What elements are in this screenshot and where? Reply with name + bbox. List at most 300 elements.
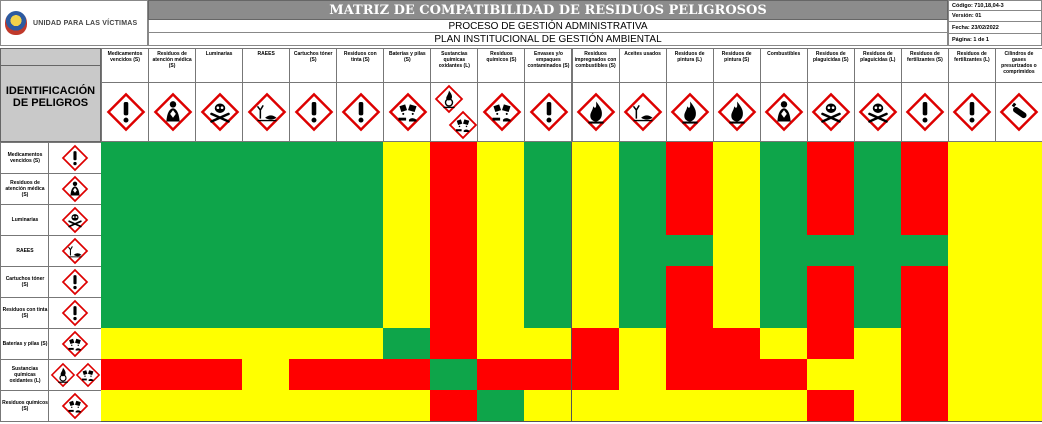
column-pictogram-box bbox=[949, 82, 995, 141]
row-header bbox=[0, 173, 102, 205]
column-header bbox=[995, 48, 1042, 142]
compatibility-cell bbox=[666, 297, 714, 329]
row-label: Medicamentos vencidos (S) bbox=[7, 152, 43, 164]
compatibility-cell bbox=[477, 235, 525, 267]
row-header bbox=[0, 328, 102, 360]
compatibility-cell bbox=[289, 235, 337, 267]
row-label: Residuos con tinta (S) bbox=[2, 307, 48, 319]
compatibility-cell bbox=[289, 266, 337, 298]
compatibility-cell bbox=[713, 142, 761, 174]
column-pictogram-box bbox=[620, 82, 666, 141]
compatibility-cell bbox=[572, 142, 620, 174]
column-pictogram-box bbox=[573, 82, 619, 141]
compatibility-cell bbox=[336, 297, 384, 329]
compatibility-cell bbox=[430, 204, 478, 236]
compatibility-cell bbox=[948, 359, 996, 391]
compatibility-cell bbox=[572, 297, 620, 329]
exclamation-icon bbox=[62, 269, 88, 295]
compatibility-cell bbox=[524, 266, 572, 298]
column-header bbox=[854, 48, 902, 142]
column-pictogram-box bbox=[337, 82, 383, 141]
row-pictogram-box bbox=[48, 205, 101, 235]
compatibility-cell bbox=[195, 235, 243, 267]
gas-cylinder-icon bbox=[1000, 93, 1038, 131]
compatibility-cell bbox=[854, 266, 902, 298]
compatibility-cell bbox=[572, 328, 620, 360]
column-pictogram-box bbox=[525, 82, 571, 141]
compatibility-cell bbox=[101, 204, 149, 236]
compatibility-cell bbox=[148, 297, 196, 329]
compatibility-cell bbox=[383, 359, 431, 391]
column-pictogram-box bbox=[902, 82, 948, 141]
compatibility-cell bbox=[524, 173, 572, 205]
compatibility-cell bbox=[619, 142, 667, 174]
row-pictogram-box bbox=[48, 174, 101, 204]
compatibility-cell bbox=[854, 297, 902, 329]
corrosive-icon bbox=[483, 93, 521, 131]
row-header bbox=[0, 266, 102, 298]
compatibility-cell bbox=[101, 390, 149, 422]
row-label: Cartuchos tóner (S) bbox=[5, 276, 45, 288]
oxidizer-icon bbox=[51, 363, 75, 387]
row-label: Luminarias bbox=[11, 217, 39, 223]
compatibility-cell bbox=[430, 142, 478, 174]
compatibility-cell bbox=[807, 173, 855, 205]
compatibility-cell bbox=[336, 235, 384, 267]
compatibility-cell bbox=[289, 173, 337, 205]
column-pictogram-box bbox=[478, 82, 524, 141]
hazard-identification-header bbox=[0, 48, 101, 142]
column-pictogram-box bbox=[290, 82, 336, 141]
compatibility-cell bbox=[995, 266, 1042, 298]
column-label: Sustancias químicas oxidantes (L) bbox=[438, 51, 470, 69]
compatibility-cell bbox=[148, 266, 196, 298]
compatibility-cell bbox=[854, 173, 902, 205]
compatibility-cell bbox=[148, 359, 196, 391]
compatibility-cell bbox=[242, 266, 290, 298]
column-pictogram-box bbox=[431, 82, 477, 141]
compatibility-cell bbox=[289, 142, 337, 174]
compatibility-cell bbox=[195, 328, 243, 360]
compatibility-cell bbox=[430, 266, 478, 298]
compatibility-cell bbox=[336, 359, 384, 391]
row-label: Baterías y pilas (S) bbox=[2, 341, 48, 347]
compatibility-cell bbox=[524, 142, 572, 174]
corrosive-icon bbox=[76, 363, 100, 387]
column-header bbox=[430, 48, 478, 142]
row-header bbox=[0, 359, 102, 391]
column-label: Envases y/o empaques contaminados (S) bbox=[527, 51, 570, 69]
compatibility-cell bbox=[430, 235, 478, 267]
column-header bbox=[101, 48, 149, 142]
exclamation-icon bbox=[107, 93, 145, 131]
row-pictogram-box bbox=[48, 329, 101, 359]
compatibility-cell bbox=[666, 328, 714, 360]
column-header bbox=[336, 48, 384, 142]
column-header bbox=[807, 48, 855, 142]
column-header bbox=[572, 48, 620, 142]
compatibility-cell bbox=[336, 204, 384, 236]
compatibility-cell bbox=[336, 173, 384, 205]
compatibility-cell bbox=[336, 328, 384, 360]
compatibility-cell bbox=[101, 266, 149, 298]
column-label: Residuos de plaguicidas (L) bbox=[860, 51, 896, 63]
compatibility-cell bbox=[101, 297, 149, 329]
compatibility-cell bbox=[995, 235, 1042, 267]
compatibility-cell bbox=[713, 328, 761, 360]
column-label: Residuos de fertilizantes (S) bbox=[906, 51, 943, 63]
compatibility-cell bbox=[901, 266, 949, 298]
compatibility-cell bbox=[242, 142, 290, 174]
corrosive-icon bbox=[62, 393, 88, 419]
column-label: Combustibles bbox=[767, 51, 801, 57]
column-pictogram-box bbox=[855, 82, 901, 141]
health-hazard-icon bbox=[62, 176, 88, 202]
compatibility-cell bbox=[430, 173, 478, 205]
compatibility-cell bbox=[148, 235, 196, 267]
environment-icon bbox=[624, 93, 662, 131]
compatibility-cell bbox=[760, 173, 808, 205]
compatibility-cell bbox=[336, 390, 384, 422]
column-header bbox=[195, 48, 243, 142]
compatibility-cell bbox=[948, 173, 996, 205]
compatibility-cell bbox=[713, 235, 761, 267]
compatibility-cell bbox=[619, 328, 667, 360]
column-label: Cartuchos tóner (S) bbox=[293, 51, 333, 63]
compatibility-cell bbox=[854, 359, 902, 391]
column-label: Residuos de atención médica (S) bbox=[152, 51, 192, 69]
compatibility-cell bbox=[101, 142, 149, 174]
environment-icon bbox=[62, 238, 88, 264]
compatibility-cell bbox=[854, 328, 902, 360]
compatibility-cell bbox=[195, 173, 243, 205]
compatibility-cell bbox=[148, 173, 196, 205]
compatibility-cell bbox=[195, 266, 243, 298]
compatibility-cell bbox=[760, 359, 808, 391]
compatibility-cell bbox=[430, 359, 478, 391]
row-header bbox=[0, 204, 102, 236]
compatibility-cell bbox=[148, 204, 196, 236]
compatibility-cell bbox=[666, 235, 714, 267]
compatibility-cell bbox=[289, 204, 337, 236]
compatibility-cell bbox=[148, 142, 196, 174]
compatibility-cell bbox=[760, 235, 808, 267]
compatibility-cell bbox=[289, 328, 337, 360]
compatibility-cell bbox=[101, 173, 149, 205]
compatibility-cell bbox=[901, 359, 949, 391]
compatibility-cell bbox=[760, 328, 808, 360]
compatibility-cell bbox=[242, 173, 290, 205]
compatibility-cell bbox=[572, 173, 620, 205]
column-pictogram-box bbox=[996, 82, 1042, 141]
compatibility-cell bbox=[524, 235, 572, 267]
compatibility-cell bbox=[195, 142, 243, 174]
process-name: PROCESO DE GESTIÓN ADMINISTRATIVA bbox=[148, 20, 948, 33]
compatibility-cell bbox=[948, 328, 996, 360]
compatibility-cell bbox=[713, 359, 761, 391]
compatibility-cell bbox=[995, 142, 1042, 174]
column-label: Residuos de fertilizantes (L) bbox=[954, 51, 990, 63]
row-pictogram-box bbox=[48, 267, 101, 297]
column-header bbox=[148, 48, 196, 142]
compatibility-cell bbox=[760, 142, 808, 174]
compatibility-cell bbox=[760, 266, 808, 298]
compatibility-cell bbox=[383, 142, 431, 174]
compatibility-cell bbox=[477, 328, 525, 360]
column-label: Baterías y pilas (S) bbox=[388, 51, 426, 63]
compatibility-cell bbox=[619, 235, 667, 267]
compatibility-cell bbox=[901, 204, 949, 236]
column-header bbox=[619, 48, 667, 142]
doc-version: Versión: 01 bbox=[948, 11, 1042, 22]
column-label: Residuos de pintura (L) bbox=[674, 51, 705, 63]
doc-code: Código: 710,18,04-3 bbox=[948, 0, 1042, 11]
compatibility-cell bbox=[289, 390, 337, 422]
compatibility-cell bbox=[948, 297, 996, 329]
compatibility-cell bbox=[666, 142, 714, 174]
compatibility-cell bbox=[995, 328, 1042, 360]
compatibility-cell bbox=[666, 204, 714, 236]
column-header bbox=[666, 48, 714, 142]
compatibility-cell bbox=[666, 359, 714, 391]
compatibility-cell bbox=[289, 297, 337, 329]
column-pictogram-box bbox=[243, 82, 289, 141]
compatibility-cell bbox=[666, 266, 714, 298]
compatibility-cell bbox=[901, 390, 949, 422]
column-header bbox=[524, 48, 572, 142]
compatibility-cell bbox=[948, 204, 996, 236]
compatibility-cell bbox=[713, 266, 761, 298]
compatibility-cell bbox=[572, 204, 620, 236]
row-header bbox=[0, 235, 102, 267]
column-pictogram-box bbox=[384, 82, 430, 141]
row-label: Sustancias químicas oxidantes (L) bbox=[9, 366, 41, 384]
compatibility-cell bbox=[995, 297, 1042, 329]
exclamation-icon bbox=[62, 145, 88, 171]
column-label: Residuos de pintura (S) bbox=[721, 51, 752, 63]
logo-block bbox=[0, 0, 148, 46]
doc-page: Página: 1 de 1 bbox=[948, 34, 1042, 46]
compatibility-cell bbox=[242, 359, 290, 391]
skull-icon bbox=[201, 93, 239, 131]
compatibility-cell bbox=[336, 266, 384, 298]
compatibility-cell bbox=[901, 297, 949, 329]
compatibility-cell bbox=[807, 204, 855, 236]
compatibility-cell bbox=[713, 204, 761, 236]
column-label: Residuos de plaguicidas (S) bbox=[812, 51, 849, 63]
compatibility-cell bbox=[995, 173, 1042, 205]
compatibility-cell bbox=[666, 173, 714, 205]
compatibility-cell bbox=[572, 266, 620, 298]
row-label: Residuos químicos (S) bbox=[2, 400, 48, 412]
exclamation-icon bbox=[953, 93, 991, 131]
compatibility-cell bbox=[195, 390, 243, 422]
flammable-icon bbox=[718, 93, 756, 131]
compatibility-cell bbox=[948, 142, 996, 174]
compatibility-cell bbox=[383, 266, 431, 298]
row-pictogram-box bbox=[48, 236, 101, 266]
compatibility-cell bbox=[619, 297, 667, 329]
compatibility-cell bbox=[995, 204, 1042, 236]
column-label: Residuos químicos (S) bbox=[486, 51, 517, 63]
compatibility-cell bbox=[619, 173, 667, 205]
compatibility-cell bbox=[713, 390, 761, 422]
row-header bbox=[0, 390, 102, 422]
corrosive-icon bbox=[62, 331, 88, 357]
environment-icon bbox=[248, 93, 286, 131]
compatibility-cell bbox=[995, 359, 1042, 391]
flammable-icon bbox=[671, 93, 709, 131]
compatibility-cell bbox=[242, 204, 290, 236]
document-title: MATRIZ DE COMPATIBILIDAD DE RESIDUOS PELIGROSOS bbox=[148, 0, 948, 20]
compatibility-cell bbox=[619, 390, 667, 422]
compatibility-cell bbox=[383, 235, 431, 267]
compatibility-cell bbox=[619, 204, 667, 236]
column-label: Cilindros de gases presurizados o comprimidos bbox=[1001, 51, 1037, 75]
compatibility-cell bbox=[807, 328, 855, 360]
compatibility-cell bbox=[148, 390, 196, 422]
exclamation-icon bbox=[295, 93, 333, 131]
column-header bbox=[242, 48, 290, 142]
compatibility-cell bbox=[666, 390, 714, 422]
compatibility-cell bbox=[760, 204, 808, 236]
compatibility-cell bbox=[572, 359, 620, 391]
compatibility-cell bbox=[148, 328, 196, 360]
compatibility-cell bbox=[383, 204, 431, 236]
column-label: Residuos impregnados con combustibles (S) bbox=[574, 51, 617, 69]
row-pictogram-box bbox=[48, 360, 101, 390]
compatibility-cell bbox=[948, 235, 996, 267]
compatibility-cell bbox=[760, 297, 808, 329]
compatibility-cell bbox=[619, 266, 667, 298]
skull-icon bbox=[812, 93, 850, 131]
column-header bbox=[901, 48, 949, 142]
compatibility-cell bbox=[477, 359, 525, 391]
compatibility-cell bbox=[713, 297, 761, 329]
row-pictogram-box bbox=[48, 143, 101, 173]
compatibility-cell bbox=[195, 359, 243, 391]
health-hazard-icon bbox=[765, 93, 803, 131]
exclamation-icon bbox=[530, 93, 568, 131]
compatibility-cell bbox=[524, 204, 572, 236]
column-label: Residuos con tinta (S) bbox=[343, 51, 377, 63]
compatibility-cell bbox=[195, 204, 243, 236]
compatibility-cell bbox=[477, 204, 525, 236]
compatibility-cell bbox=[854, 390, 902, 422]
row-header bbox=[0, 297, 102, 329]
compatibility-cell bbox=[336, 142, 384, 174]
colombia-seal-icon bbox=[5, 11, 27, 35]
compatibility-cell bbox=[807, 266, 855, 298]
logo-text: UNIDAD PARA LAS VÍCTIMAS bbox=[33, 19, 138, 27]
column-pictogram-box bbox=[714, 82, 760, 141]
corrosive-icon bbox=[389, 93, 427, 131]
compatibility-cell bbox=[807, 297, 855, 329]
compatibility-cell bbox=[854, 142, 902, 174]
row-pictogram-box bbox=[48, 391, 101, 421]
exclamation-icon bbox=[342, 93, 380, 131]
column-header bbox=[383, 48, 431, 142]
compatibility-cell bbox=[572, 235, 620, 267]
compatibility-cell bbox=[383, 328, 431, 360]
compatibility-cell bbox=[524, 359, 572, 391]
compatibility-cell bbox=[948, 266, 996, 298]
compatibility-cell bbox=[524, 328, 572, 360]
compatibility-cell bbox=[195, 297, 243, 329]
compatibility-cell bbox=[524, 297, 572, 329]
column-label: RAEES bbox=[257, 51, 275, 57]
compatibility-cell bbox=[901, 173, 949, 205]
compatibility-cell bbox=[901, 142, 949, 174]
flammable-icon bbox=[577, 93, 615, 131]
compatibility-cell bbox=[101, 359, 149, 391]
exclamation-icon bbox=[62, 300, 88, 326]
compatibility-cell bbox=[854, 204, 902, 236]
compatibility-cell bbox=[948, 390, 996, 422]
row-pictogram-box bbox=[48, 298, 101, 328]
column-header bbox=[948, 48, 996, 142]
compatibility-cell bbox=[242, 390, 290, 422]
column-label: Aceites usados bbox=[624, 51, 661, 57]
compatibility-cell bbox=[383, 173, 431, 205]
column-header bbox=[713, 48, 761, 142]
column-header bbox=[760, 48, 808, 142]
compatibility-cell bbox=[430, 297, 478, 329]
compatibility-cell bbox=[619, 359, 667, 391]
compatibility-cell bbox=[807, 142, 855, 174]
compatibility-cell bbox=[901, 328, 949, 360]
compatibility-cell bbox=[477, 173, 525, 205]
compatibility-cell bbox=[477, 390, 525, 422]
compatibility-cell bbox=[807, 390, 855, 422]
row-label: RAEES bbox=[16, 248, 34, 254]
column-label: Luminarias bbox=[205, 51, 233, 57]
column-pictogram-box bbox=[667, 82, 713, 141]
skull-icon bbox=[859, 93, 897, 131]
compatibility-cell bbox=[242, 328, 290, 360]
compatibility-cell bbox=[101, 328, 149, 360]
corrosive-icon bbox=[449, 111, 477, 139]
compatibility-cell bbox=[995, 390, 1042, 422]
column-label: Medicamentos vencidos (S) bbox=[107, 51, 143, 63]
column-pictogram-box bbox=[761, 82, 807, 141]
compatibility-cell bbox=[289, 359, 337, 391]
hazard-identification-label: IDENTIFICACIÓN DE PELIGROS bbox=[5, 85, 96, 109]
compatibility-cell bbox=[383, 297, 431, 329]
column-header bbox=[289, 48, 337, 142]
compatibility-cell bbox=[901, 235, 949, 267]
column-pictogram-box bbox=[102, 82, 148, 141]
exclamation-icon bbox=[906, 93, 944, 131]
compatibility-cell bbox=[760, 390, 808, 422]
plan-name: PLAN INSTITUCIONAL DE GESTIÓN AMBIENTAL bbox=[148, 33, 948, 46]
compatibility-cell bbox=[713, 173, 761, 205]
compatibility-cell bbox=[807, 235, 855, 267]
compatibility-cell bbox=[430, 328, 478, 360]
column-header bbox=[477, 48, 525, 142]
compatibility-cell bbox=[430, 390, 478, 422]
compatibility-cell bbox=[477, 266, 525, 298]
compatibility-cell bbox=[242, 297, 290, 329]
compatibility-cell bbox=[854, 235, 902, 267]
compatibility-cell bbox=[572, 390, 620, 422]
column-pictogram-box bbox=[808, 82, 854, 141]
compatibility-cell bbox=[101, 235, 149, 267]
column-pictogram-box bbox=[196, 82, 242, 141]
row-header bbox=[0, 142, 102, 174]
compatibility-cell bbox=[477, 142, 525, 174]
column-pictogram-box bbox=[149, 82, 195, 141]
